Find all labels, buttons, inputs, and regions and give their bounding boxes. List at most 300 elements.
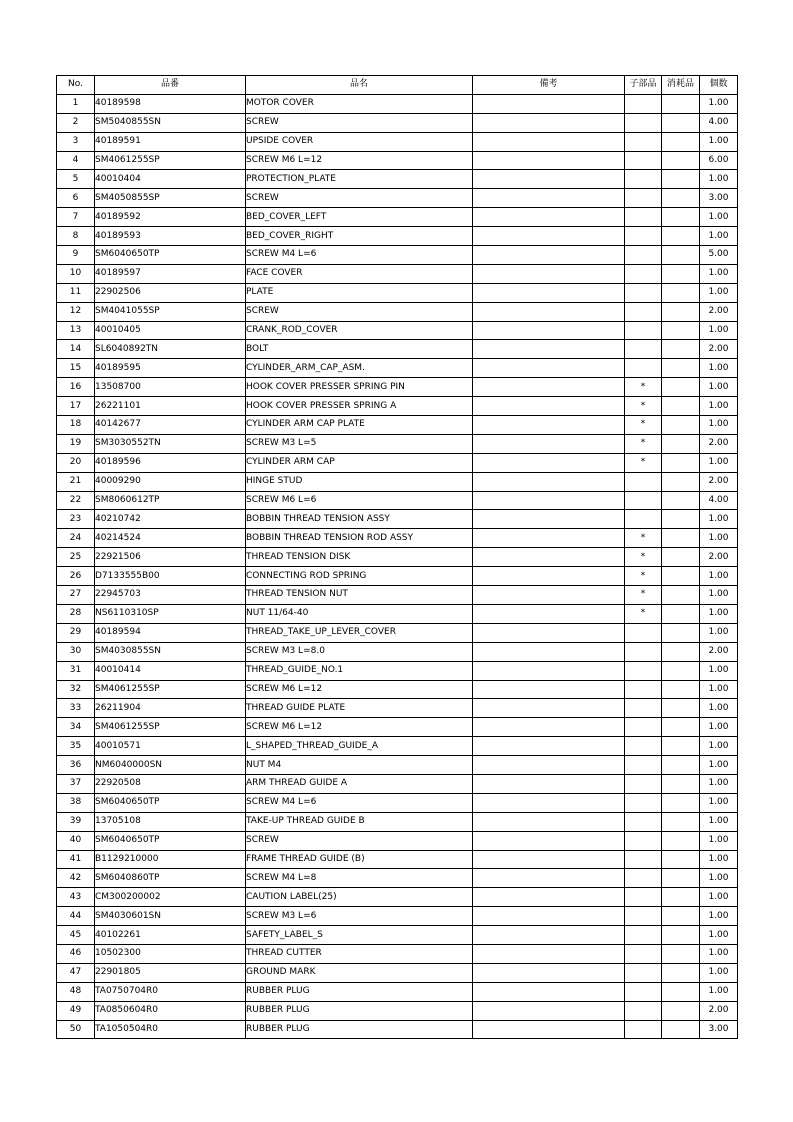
cell-sub-part bbox=[625, 132, 662, 151]
cell-part-number: 40009290 bbox=[95, 472, 246, 491]
cell-part-name: RUBBER PLUG bbox=[246, 1020, 473, 1039]
cell-sub-part bbox=[625, 850, 662, 869]
cell-consumable bbox=[662, 1001, 700, 1020]
cell-quantity: 1.00 bbox=[700, 264, 738, 283]
table-row bbox=[57, 189, 738, 208]
cell-consumable bbox=[662, 283, 700, 302]
header-sub-part: 子部品 bbox=[625, 76, 662, 95]
cell-part-name: SCREW bbox=[246, 302, 473, 321]
cell-remarks bbox=[473, 113, 625, 132]
cell-part-name: THREAD TENSION NUT bbox=[246, 586, 473, 605]
cell-quantity: 1.00 bbox=[700, 661, 738, 680]
cell-part-name: NUT M4 bbox=[246, 756, 473, 775]
cell-part-number: 40189591 bbox=[95, 132, 246, 151]
table-row bbox=[57, 1001, 738, 1020]
cell-quantity: 1.00 bbox=[700, 812, 738, 831]
cell-no: 41 bbox=[57, 850, 95, 869]
cell-part-number: 40010414 bbox=[95, 661, 246, 680]
cell-part-number: SM5040855SN bbox=[95, 113, 246, 132]
cell-part-name: SCREW M3 L=5 bbox=[246, 434, 473, 453]
cell-remarks bbox=[473, 170, 625, 189]
cell-no: 28 bbox=[57, 604, 95, 623]
cell-quantity: 1.00 bbox=[700, 718, 738, 737]
cell-part-name: BOBBIN THREAD TENSION ASSY bbox=[246, 510, 473, 529]
cell-no: 2 bbox=[57, 113, 95, 132]
cell-consumable bbox=[662, 359, 700, 378]
cell-part-name: THREAD_GUIDE_NO.1 bbox=[246, 661, 473, 680]
cell-remarks bbox=[473, 94, 625, 113]
cell-no: 49 bbox=[57, 1001, 95, 1020]
cell-consumable bbox=[662, 604, 700, 623]
cell-consumable bbox=[662, 982, 700, 1001]
cell-part-number: 26221101 bbox=[95, 397, 246, 416]
cell-consumable bbox=[662, 529, 700, 548]
table-row bbox=[57, 586, 738, 605]
cell-remarks bbox=[473, 321, 625, 340]
cell-quantity: 1.00 bbox=[700, 321, 738, 340]
cell-part-number: 13705108 bbox=[95, 812, 246, 831]
table-row bbox=[57, 850, 738, 869]
cell-sub-part: * bbox=[625, 378, 662, 397]
cell-no: 4 bbox=[57, 151, 95, 170]
cell-part-name: SCREW M3 L=8.0 bbox=[246, 642, 473, 661]
cell-part-number: SM6040860TP bbox=[95, 869, 246, 888]
cell-quantity: 2.00 bbox=[700, 302, 738, 321]
cell-no: 23 bbox=[57, 510, 95, 529]
cell-part-name: THREAD GUIDE PLATE bbox=[246, 699, 473, 718]
cell-consumable bbox=[662, 623, 700, 642]
cell-part-number: 40189594 bbox=[95, 623, 246, 642]
cell-no: 1 bbox=[57, 94, 95, 113]
table-row bbox=[57, 529, 738, 548]
cell-consumable bbox=[662, 774, 700, 793]
cell-part-number: CM300200002 bbox=[95, 888, 246, 907]
table-row bbox=[57, 283, 738, 302]
table-row bbox=[57, 321, 738, 340]
cell-part-number: 40189596 bbox=[95, 453, 246, 472]
cell-consumable bbox=[662, 737, 700, 756]
cell-remarks bbox=[473, 208, 625, 227]
cell-part-name: RUBBER PLUG bbox=[246, 982, 473, 1001]
cell-sub-part: * bbox=[625, 604, 662, 623]
table-row bbox=[57, 831, 738, 850]
table-row bbox=[57, 416, 738, 435]
cell-consumable bbox=[662, 586, 700, 605]
cell-remarks bbox=[473, 586, 625, 605]
cell-no: 39 bbox=[57, 812, 95, 831]
cell-quantity: 2.00 bbox=[700, 548, 738, 567]
cell-consumable bbox=[662, 113, 700, 132]
cell-consumable bbox=[662, 378, 700, 397]
cell-consumable bbox=[662, 510, 700, 529]
cell-sub-part: * bbox=[625, 453, 662, 472]
cell-no: 22 bbox=[57, 491, 95, 510]
cell-sub-part: * bbox=[625, 586, 662, 605]
cell-part-number: SM4041055SP bbox=[95, 302, 246, 321]
cell-quantity: 2.00 bbox=[700, 434, 738, 453]
cell-consumable bbox=[662, 189, 700, 208]
cell-consumable bbox=[662, 340, 700, 359]
cell-no: 40 bbox=[57, 831, 95, 850]
cell-quantity: 1.00 bbox=[700, 397, 738, 416]
cell-part-number: 22945703 bbox=[95, 586, 246, 605]
cell-no: 32 bbox=[57, 680, 95, 699]
cell-sub-part bbox=[625, 1001, 662, 1020]
cell-remarks bbox=[473, 340, 625, 359]
cell-consumable bbox=[662, 680, 700, 699]
cell-part-name: THREAD CUTTER bbox=[246, 944, 473, 963]
table-row bbox=[57, 604, 738, 623]
cell-no: 45 bbox=[57, 926, 95, 945]
cell-consumable bbox=[662, 926, 700, 945]
cell-remarks bbox=[473, 510, 625, 529]
cell-no: 19 bbox=[57, 434, 95, 453]
cell-quantity: 3.00 bbox=[700, 189, 738, 208]
cell-consumable bbox=[662, 208, 700, 227]
cell-remarks bbox=[473, 453, 625, 472]
cell-consumable bbox=[662, 793, 700, 812]
cell-remarks bbox=[473, 151, 625, 170]
cell-remarks bbox=[473, 944, 625, 963]
cell-quantity: 1.00 bbox=[700, 586, 738, 605]
cell-part-number: 40210742 bbox=[95, 510, 246, 529]
cell-part-number: SM3030552TN bbox=[95, 434, 246, 453]
cell-sub-part bbox=[625, 907, 662, 926]
cell-part-name: UPSIDE COVER bbox=[246, 132, 473, 151]
cell-part-number: SL6040892TN bbox=[95, 340, 246, 359]
cell-quantity: 1.00 bbox=[700, 963, 738, 982]
table-row bbox=[57, 623, 738, 642]
cell-remarks bbox=[473, 774, 625, 793]
cell-part-name: SCREW M6 L=12 bbox=[246, 718, 473, 737]
cell-part-name: CYLINDER ARM CAP PLATE bbox=[246, 416, 473, 435]
cell-part-name: BOBBIN THREAD TENSION ROD ASSY bbox=[246, 529, 473, 548]
cell-remarks bbox=[473, 548, 625, 567]
cell-sub-part bbox=[625, 189, 662, 208]
cell-quantity: 1.00 bbox=[700, 510, 738, 529]
cell-part-name: SCREW bbox=[246, 113, 473, 132]
table-header-row bbox=[57, 76, 738, 95]
table-row bbox=[57, 170, 738, 189]
cell-remarks bbox=[473, 756, 625, 775]
header-quantity: 個数 bbox=[700, 76, 738, 95]
cell-no: 15 bbox=[57, 359, 95, 378]
cell-consumable bbox=[662, 397, 700, 416]
cell-part-name: THREAD_TAKE_UP_LEVER_COVER bbox=[246, 623, 473, 642]
cell-sub-part bbox=[625, 283, 662, 302]
cell-part-number: 40010404 bbox=[95, 170, 246, 189]
cell-part-name: CYLINDER ARM CAP bbox=[246, 453, 473, 472]
cell-part-name: CAUTION LABEL(25) bbox=[246, 888, 473, 907]
table-row bbox=[57, 567, 738, 586]
cell-sub-part: * bbox=[625, 529, 662, 548]
cell-part-name: CYLINDER_ARM_CAP_ASM. bbox=[246, 359, 473, 378]
header-consumable: 消耗品 bbox=[662, 76, 700, 95]
cell-sub-part bbox=[625, 340, 662, 359]
cell-sub-part bbox=[625, 963, 662, 982]
cell-sub-part bbox=[625, 869, 662, 888]
cell-consumable bbox=[662, 888, 700, 907]
cell-part-number: 22902506 bbox=[95, 283, 246, 302]
cell-no: 47 bbox=[57, 963, 95, 982]
cell-sub-part bbox=[625, 491, 662, 510]
cell-remarks bbox=[473, 472, 625, 491]
cell-sub-part bbox=[625, 208, 662, 227]
cell-no: 29 bbox=[57, 623, 95, 642]
table-row bbox=[57, 661, 738, 680]
table-row bbox=[57, 491, 738, 510]
table-row bbox=[57, 907, 738, 926]
cell-no: 8 bbox=[57, 227, 95, 246]
cell-no: 31 bbox=[57, 661, 95, 680]
cell-quantity: 1.00 bbox=[700, 170, 738, 189]
cell-sub-part bbox=[625, 718, 662, 737]
cell-quantity: 1.00 bbox=[700, 680, 738, 699]
cell-sub-part bbox=[625, 642, 662, 661]
cell-consumable bbox=[662, 850, 700, 869]
cell-no: 11 bbox=[57, 283, 95, 302]
cell-quantity: 1.00 bbox=[700, 378, 738, 397]
cell-sub-part bbox=[625, 944, 662, 963]
cell-no: 27 bbox=[57, 586, 95, 605]
cell-quantity: 1.00 bbox=[700, 453, 738, 472]
cell-part-number: B1129210000 bbox=[95, 850, 246, 869]
cell-quantity: 5.00 bbox=[700, 246, 738, 265]
cell-part-name: HOOK COVER PRESSER SPRING A bbox=[246, 397, 473, 416]
cell-sub-part: * bbox=[625, 548, 662, 567]
cell-consumable bbox=[662, 944, 700, 963]
table-row bbox=[57, 982, 738, 1001]
cell-part-name: SAFETY_LABEL_S bbox=[246, 926, 473, 945]
cell-remarks bbox=[473, 132, 625, 151]
cell-quantity: 1.00 bbox=[700, 227, 738, 246]
table-row bbox=[57, 132, 738, 151]
table-row bbox=[57, 812, 738, 831]
table-row bbox=[57, 397, 738, 416]
cell-sub-part bbox=[625, 472, 662, 491]
cell-quantity: 2.00 bbox=[700, 472, 738, 491]
cell-sub-part bbox=[625, 113, 662, 132]
cell-quantity: 1.00 bbox=[700, 567, 738, 586]
cell-no: 18 bbox=[57, 416, 95, 435]
table-row bbox=[57, 869, 738, 888]
cell-no: 10 bbox=[57, 264, 95, 283]
cell-part-name: BED_COVER_LEFT bbox=[246, 208, 473, 227]
cell-no: 50 bbox=[57, 1020, 95, 1039]
cell-consumable bbox=[662, 963, 700, 982]
cell-sub-part bbox=[625, 737, 662, 756]
cell-quantity: 1.00 bbox=[700, 926, 738, 945]
cell-part-name: SCREW M6 L=12 bbox=[246, 151, 473, 170]
cell-sub-part bbox=[625, 793, 662, 812]
cell-quantity: 1.00 bbox=[700, 699, 738, 718]
cell-quantity: 1.00 bbox=[700, 850, 738, 869]
table-row bbox=[57, 944, 738, 963]
cell-remarks bbox=[473, 680, 625, 699]
cell-no: 43 bbox=[57, 888, 95, 907]
table-row bbox=[57, 548, 738, 567]
cell-remarks bbox=[473, 359, 625, 378]
cell-remarks bbox=[473, 1020, 625, 1039]
cell-part-name: FRAME THREAD GUIDE (B) bbox=[246, 850, 473, 869]
cell-sub-part bbox=[625, 170, 662, 189]
cell-part-number: 40189593 bbox=[95, 227, 246, 246]
cell-part-number: SM4030855SN bbox=[95, 642, 246, 661]
cell-quantity: 6.00 bbox=[700, 151, 738, 170]
cell-remarks bbox=[473, 491, 625, 510]
cell-part-number: SM4061255SP bbox=[95, 151, 246, 170]
cell-consumable bbox=[662, 491, 700, 510]
cell-consumable bbox=[662, 907, 700, 926]
cell-remarks bbox=[473, 397, 625, 416]
cell-quantity: 1.00 bbox=[700, 774, 738, 793]
cell-part-number: TA1050504R0 bbox=[95, 1020, 246, 1039]
cell-remarks bbox=[473, 189, 625, 208]
cell-no: 20 bbox=[57, 453, 95, 472]
cell-consumable bbox=[662, 831, 700, 850]
cell-part-number: 40214524 bbox=[95, 529, 246, 548]
cell-sub-part bbox=[625, 982, 662, 1001]
cell-sub-part bbox=[625, 302, 662, 321]
cell-no: 21 bbox=[57, 472, 95, 491]
table-row bbox=[57, 963, 738, 982]
cell-part-number: 13508700 bbox=[95, 378, 246, 397]
cell-part-name: ARM THREAD GUIDE A bbox=[246, 774, 473, 793]
cell-consumable bbox=[662, 718, 700, 737]
cell-consumable bbox=[662, 699, 700, 718]
cell-part-name: CONNECTING ROD SPRING bbox=[246, 567, 473, 586]
cell-quantity: 1.00 bbox=[700, 944, 738, 963]
cell-quantity: 2.00 bbox=[700, 1001, 738, 1020]
cell-sub-part bbox=[625, 227, 662, 246]
cell-quantity: 1.00 bbox=[700, 869, 738, 888]
cell-remarks bbox=[473, 982, 625, 1001]
cell-part-number: 40189592 bbox=[95, 208, 246, 227]
cell-sub-part bbox=[625, 359, 662, 378]
cell-part-name: FACE COVER bbox=[246, 264, 473, 283]
cell-remarks bbox=[473, 283, 625, 302]
cell-part-number: 10502300 bbox=[95, 944, 246, 963]
table-row bbox=[57, 510, 738, 529]
table-row bbox=[57, 378, 738, 397]
parts-list-table bbox=[56, 75, 738, 1039]
cell-part-number: TA0750704R0 bbox=[95, 982, 246, 1001]
cell-quantity: 1.00 bbox=[700, 604, 738, 623]
cell-sub-part bbox=[625, 1020, 662, 1039]
cell-consumable bbox=[662, 227, 700, 246]
header-part-number: 品番 bbox=[95, 76, 246, 95]
cell-part-number: 22921506 bbox=[95, 548, 246, 567]
cell-consumable bbox=[662, 170, 700, 189]
cell-part-number: 22920508 bbox=[95, 774, 246, 793]
table-row bbox=[57, 718, 738, 737]
cell-sub-part bbox=[625, 774, 662, 793]
cell-remarks bbox=[473, 567, 625, 586]
cell-no: 25 bbox=[57, 548, 95, 567]
cell-remarks bbox=[473, 1001, 625, 1020]
cell-no: 46 bbox=[57, 944, 95, 963]
cell-part-number: 40102261 bbox=[95, 926, 246, 945]
cell-sub-part bbox=[625, 699, 662, 718]
cell-part-number: NM6040000SN bbox=[95, 756, 246, 775]
cell-part-number: 40142677 bbox=[95, 416, 246, 435]
cell-part-number: SM4030601SN bbox=[95, 907, 246, 926]
cell-consumable bbox=[662, 642, 700, 661]
table-row bbox=[57, 151, 738, 170]
cell-part-number: 26211904 bbox=[95, 699, 246, 718]
table-row bbox=[57, 756, 738, 775]
cell-remarks bbox=[473, 623, 625, 642]
cell-sub-part bbox=[625, 264, 662, 283]
cell-consumable bbox=[662, 1020, 700, 1039]
cell-part-name: GROUND MARK bbox=[246, 963, 473, 982]
cell-remarks bbox=[473, 378, 625, 397]
cell-remarks bbox=[473, 907, 625, 926]
cell-sub-part bbox=[625, 151, 662, 170]
table-row bbox=[57, 113, 738, 132]
cell-part-name: BOLT bbox=[246, 340, 473, 359]
table-row bbox=[57, 453, 738, 472]
cell-sub-part bbox=[625, 94, 662, 113]
cell-consumable bbox=[662, 416, 700, 435]
table-row bbox=[57, 642, 738, 661]
cell-part-name: MOTOR COVER bbox=[246, 94, 473, 113]
cell-remarks bbox=[473, 661, 625, 680]
cell-no: 38 bbox=[57, 793, 95, 812]
cell-part-name: TAKE-UP THREAD GUIDE B bbox=[246, 812, 473, 831]
cell-part-name: SCREW bbox=[246, 831, 473, 850]
cell-quantity: 1.00 bbox=[700, 831, 738, 850]
header-no: No. bbox=[57, 76, 95, 95]
cell-consumable bbox=[662, 756, 700, 775]
cell-no: 36 bbox=[57, 756, 95, 775]
cell-no: 42 bbox=[57, 869, 95, 888]
cell-part-number: 40189598 bbox=[95, 94, 246, 113]
table-row bbox=[57, 302, 738, 321]
cell-remarks bbox=[473, 718, 625, 737]
cell-remarks bbox=[473, 227, 625, 246]
cell-part-number: SM6040650TP bbox=[95, 831, 246, 850]
cell-part-number: SM6040650TP bbox=[95, 246, 246, 265]
cell-consumable bbox=[662, 264, 700, 283]
cell-sub-part bbox=[625, 926, 662, 945]
cell-quantity: 1.00 bbox=[700, 283, 738, 302]
cell-no: 48 bbox=[57, 982, 95, 1001]
cell-consumable bbox=[662, 151, 700, 170]
table-row bbox=[57, 227, 738, 246]
cell-remarks bbox=[473, 869, 625, 888]
cell-part-name: BED_COVER_RIGHT bbox=[246, 227, 473, 246]
cell-part-number: 22901805 bbox=[95, 963, 246, 982]
table-row bbox=[57, 472, 738, 491]
cell-consumable bbox=[662, 869, 700, 888]
cell-sub-part bbox=[625, 321, 662, 340]
cell-remarks bbox=[473, 246, 625, 265]
cell-no: 12 bbox=[57, 302, 95, 321]
cell-remarks bbox=[473, 737, 625, 756]
cell-consumable bbox=[662, 302, 700, 321]
cell-no: 24 bbox=[57, 529, 95, 548]
cell-part-name: SCREW M6 L=12 bbox=[246, 680, 473, 699]
cell-sub-part bbox=[625, 831, 662, 850]
cell-remarks bbox=[473, 604, 625, 623]
cell-remarks bbox=[473, 926, 625, 945]
cell-quantity: 4.00 bbox=[700, 491, 738, 510]
cell-no: 44 bbox=[57, 907, 95, 926]
cell-remarks bbox=[473, 888, 625, 907]
cell-sub-part bbox=[625, 888, 662, 907]
cell-consumable bbox=[662, 453, 700, 472]
